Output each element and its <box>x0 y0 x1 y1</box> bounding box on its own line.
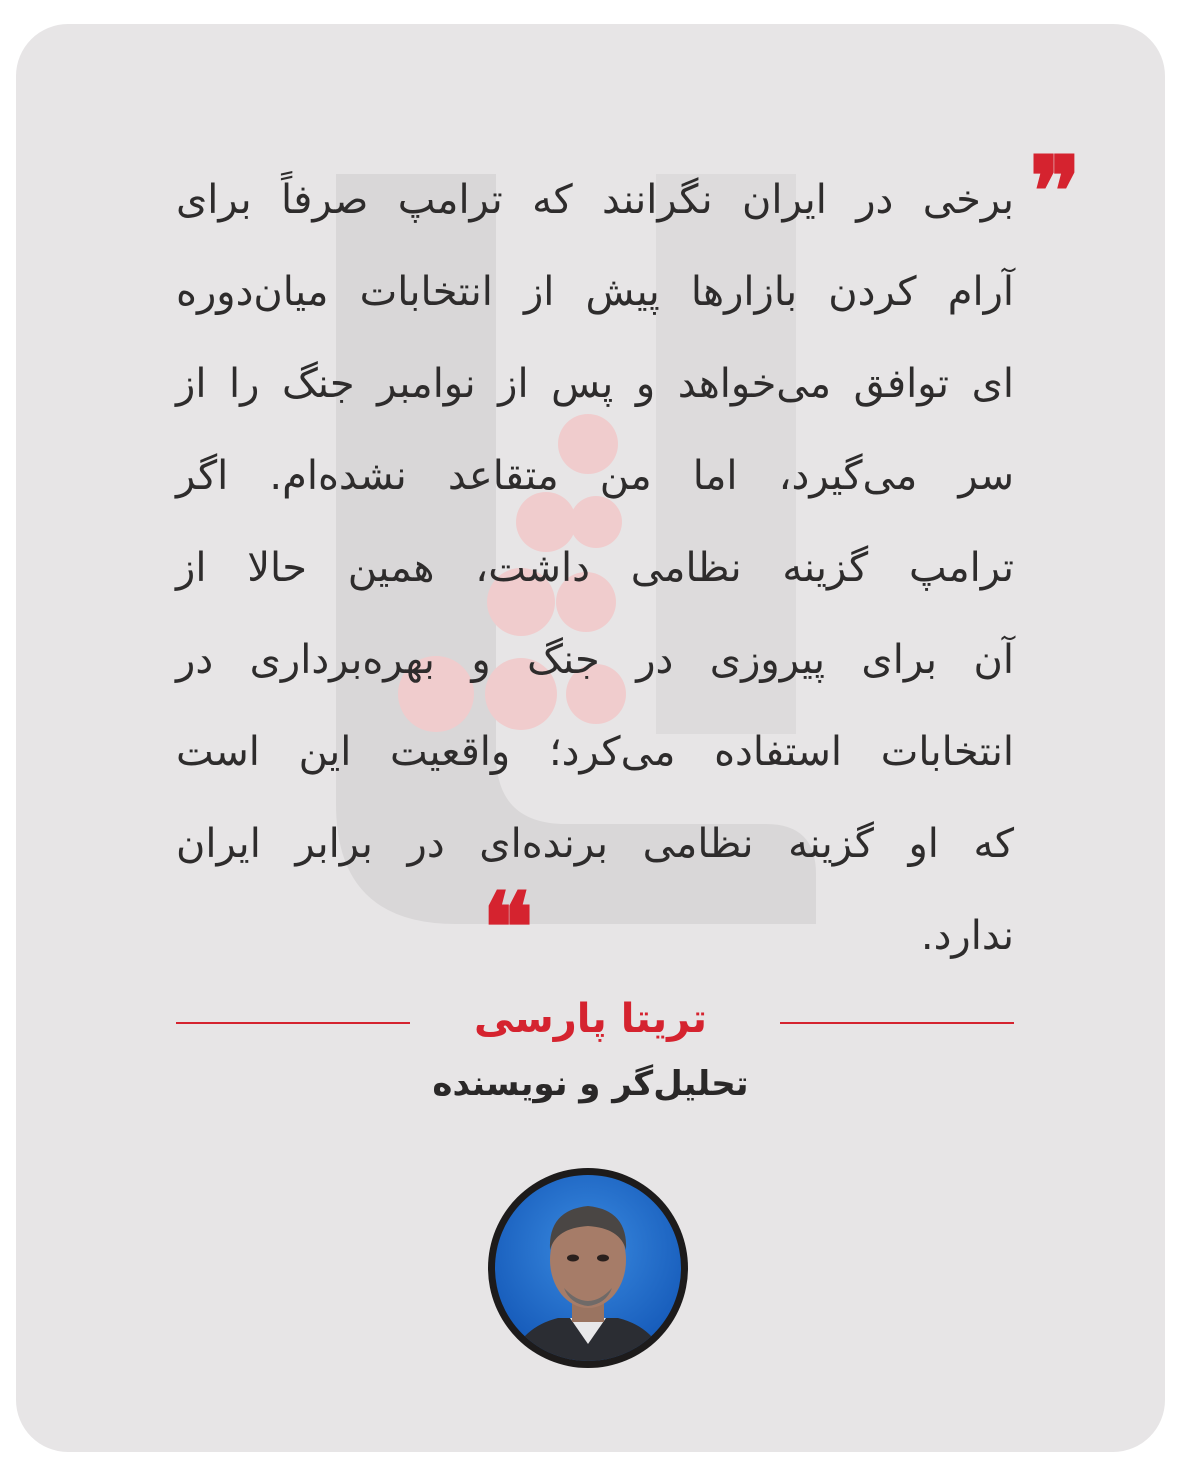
quote-line: ندارد. <box>920 913 1014 959</box>
quote-text <box>176 164 1014 992</box>
quote-line: ترامپ گزینه نظامی داشت، همین حالا از <box>176 545 1014 591</box>
author-name: تریتا پارسی <box>473 996 708 1042</box>
author-role: تحلیل‌گر و نویسنده <box>432 1064 749 1104</box>
quote-line: ای توافق می‌خواهد و پس از نوامبر جنگ را از <box>176 361 1014 407</box>
quote-line: انتخابات استفاده می‌کرد؛ واقعیت این است <box>176 729 1014 775</box>
quote-line: آن برای پیروزی در جنگ و بهره‌برداری در <box>176 637 1014 683</box>
quote-open-icon: ❞ <box>1029 135 1081 248</box>
quote-card <box>16 24 1165 1452</box>
quote-line: که او گزینه نظامی برنده‌ای در برابر ایران <box>176 821 1014 867</box>
quote-line: برخی در ایران نگرانند که ترامپ صرفاً برای <box>176 177 1014 223</box>
quote-close-icon: ❝ <box>482 871 534 984</box>
quote-line: آرام کردن بازارها پیش از انتخابات میان‌دوره <box>176 269 1014 315</box>
avatar <box>488 1168 688 1368</box>
quote-line: سر می‌گیرد، اما من متقاعد نشده‌ام. اگر <box>176 453 1014 499</box>
